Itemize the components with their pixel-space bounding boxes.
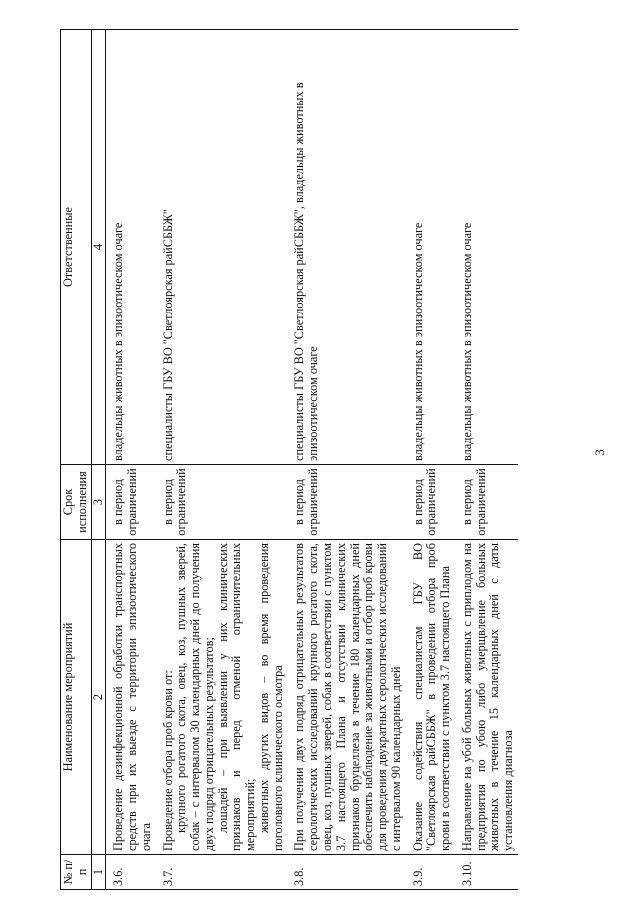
description-line: Проведение дезинфекционной обработки транспортных средств при их выезде с территории эпизоотического очага xyxy=(111,543,153,851)
table-header xyxy=(61,30,106,890)
row-number: 3.7. xyxy=(156,855,288,890)
page-number: 3 xyxy=(592,449,607,456)
row-responsible: специалисты ГБУ ВО "Светлоярская райСББЖ" xyxy=(156,30,288,465)
header-num: № п/п xyxy=(61,855,92,890)
row-number: 3.9. xyxy=(406,855,455,890)
row-responsible: владельцы животных в эпизоотическом очаге xyxy=(455,30,518,465)
table-row xyxy=(156,30,288,890)
row-description xyxy=(156,540,288,855)
description-line: Проведение отбора проб крови от: xyxy=(160,670,175,851)
table-row xyxy=(287,30,405,890)
row-responsible: владельцы животных в эпизоотическом очаге xyxy=(406,30,455,465)
column-number: 2 xyxy=(91,540,106,855)
row-deadline: в период ограничений xyxy=(406,465,455,540)
row-description xyxy=(406,540,455,855)
row-description xyxy=(455,540,518,855)
column-number: 3 xyxy=(91,465,106,540)
row-deadline: в период ограничений xyxy=(455,465,518,540)
column-number: 1 xyxy=(91,855,106,890)
header-responsible: Ответственные xyxy=(61,30,92,465)
row-deadline: в период ограничений xyxy=(287,465,405,540)
row-responsible: владельцы животных в эпизоотическом очаге xyxy=(106,30,156,465)
table-row xyxy=(406,30,455,890)
measures-table xyxy=(60,29,518,890)
table-row xyxy=(106,30,156,890)
description-line: При получении двух подряд отрицательных результатов серологических исследований крупного рогатого скота, овец, коз, пушных зверей, собак в соответствии с пунктом 3.7 настоящего Плана и отсутствии клинических признаков бруцеллеза в течение 180 календарных дней обеспечить наблюдение за животными и отбор проб крови для проведения двукратных серологических исследований с интервалом 90 календарных дней xyxy=(292,543,403,851)
row-number: 3.10. xyxy=(455,855,518,890)
row-description xyxy=(287,540,405,855)
row-description xyxy=(106,540,156,855)
column-number: 4 xyxy=(91,30,106,465)
row-deadline: в период ограничений xyxy=(156,465,288,540)
description-line: животных других видов – во время проведения поголовного клинического осмотра xyxy=(256,543,285,851)
row-number: 3.6. xyxy=(106,855,156,890)
row-number: 3.8. xyxy=(287,855,405,890)
header-name: Наименование мероприятий xyxy=(61,540,92,855)
description-line: Оказание содействия специалистам ГБУ ВО "Светлоярская райСББЖ" в проведении отбора проб крови в соответствии с пунктом 3.7 настоящего Плана xyxy=(410,543,453,851)
description-line: лошадей – при выявлении у них клинических признаков и перед отменой ограничительных мероприятий; xyxy=(215,543,258,851)
row-deadline: в период ограничений xyxy=(106,465,156,540)
header-deadline: Срок исполнения xyxy=(61,465,92,540)
description-line: крупного рогатого скота, овец, коз, пушных зверей, собак – с интервалом 30 календарных дней до получения двух подряд отрицательных результатов; xyxy=(174,543,216,851)
table-row xyxy=(455,30,518,890)
description-line: Направление на убой больных животных с приплодом на предприятия по убою либо умерщвление больных животных в течение 15 календарных дней с даты установления диагноза xyxy=(459,543,516,851)
row-responsible: специалисты ГБУ ВО "Светлоярская райСББЖ", владельцы животных в эпизоотическом очаге xyxy=(287,30,405,465)
